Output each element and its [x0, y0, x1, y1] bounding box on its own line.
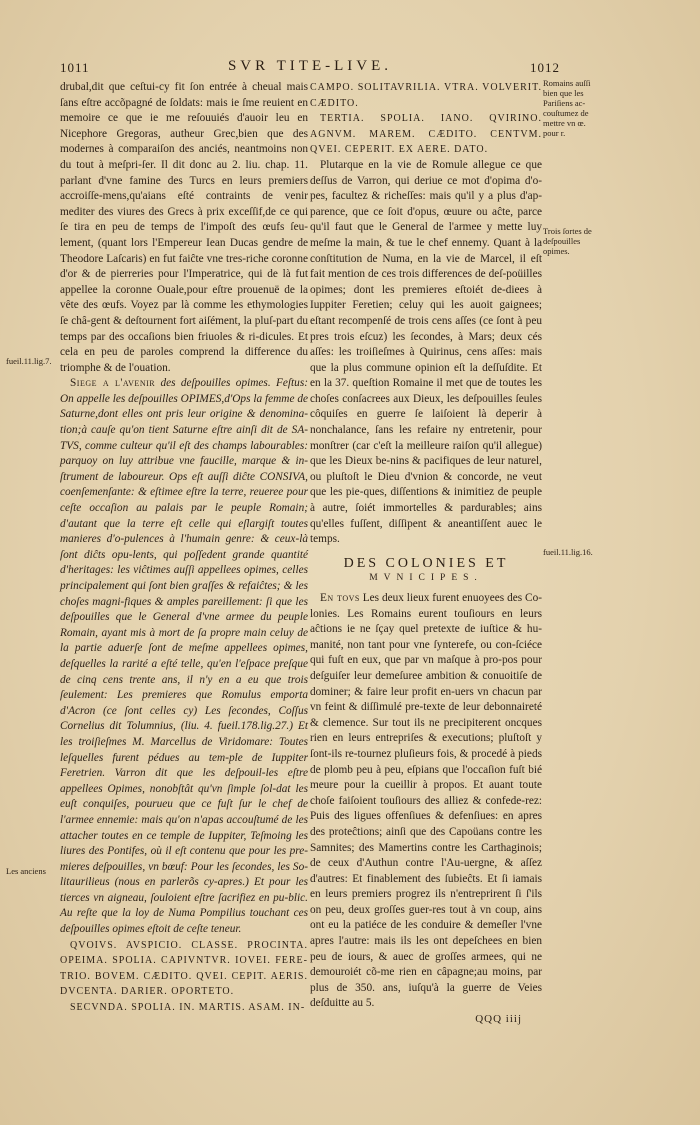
latin-inscription-1: QVOIVS. AVSPICIO. CLASSE. PROCINTA. OPEIMA. SPOLIA. CAPIVNTVR. IOVEI. FERE-TRIO. BOVEM. CÆDITO. QVEI. CEPIT. AERIS. DVCENTA. DARIER. OPORTETO. — [60, 939, 308, 998]
right-column — [310, 80, 542, 1028]
section-title: DES COLONIES ET — [343, 555, 509, 571]
page-number-left: 1011 — [60, 60, 90, 75]
paragraph-4-text: Les deux lieux furent enuoyees des Co-lonies. Les Romains eurent touſiours en leurs aĉtions ie ne ſçay quel pretexte de iuſtice & hu-manité, non tant pour vne ſynterefe, ou con-ſciéce qui fuſt en eux, que par vn maſque à pro-pos pour deſguiſer leur demeſuree ambition & conuoitiſe de dominer; & faire leur profit en-uers vn chacun par vn feint & diſſimulé pre-texte de leur debonnaireté & clemence. Sur tout ils ne precipiterent oncques rien en leurs entrepriſes & executions; pluſtoſt y ſont-ils re-tournez pluſieurs fois, & procedé à pieds de plomb peu à peu, eſpians que l'occaſion fuſt bié meure pour la cueillir à propos. Et auant toute choſe faiſoient touſiours des alliez & confede-rez: Puis des ligues offenſiues & defenſiues: en apres des proteĉtions; ainſi que des Capoüans contre les Samnites; des Mamertins contre les Carthaginois; de ceux d'Authun contre l'Au-uergne, & aſſez d'autres: Et finablement des ſubieĉts. Et ſi iamais en leurs premiers progrez ils n'entreprirent ſi ſ'ils on peu, deux groſſes guer-res tout à vn coup, ains ont eu la patiéce de les conduire & demeſler l'vne apres l'autre: mais ils les ont depeſchees en bien peu de iours, & auec de groſſes armees, qui ne demouroiét cõ-me rien en câpagne;au moins, par plus de 350. ans, iuſqu'à la guerre de Veies deſduitte au 5. — [310, 592, 542, 1010]
paragraph-3: Plutarque en la vie de Romule allegue ce que deſſus de Varron, qui deriue ce mot d'opima d'o-pes, facultez & richeſſes: mais qu'il y a plus d'ap-parence, que ce ſoit d'opus, œuure ou aĉte, parce qu'il faut que le General de l'armee y mette luy meſme la main, & tue le chef ennemy. Quant à la conſtitution de Numa, en la vie de Marcel, il eſt fait mention de ces trois differences de deſ-poüilles opimes; dont les premieres eſtoiét de-diees à Iuppiter Feretien; celuy qui les auoit gaignees; eſtant recompenſé de trois cens aſſes (ce ſont à peu pres trois eſcuz) les ſecondes, à Mars; deux cés aſſes: les troiſieſmes à Quirinus, cens aſſes: mais que la plus commune opinion eſt la deſſuſdite. Et en la 37. queſtion Romaine il met que de toutes les choſes conſacrees aux Dieux, les deſpouilles ſeules côquiſes en guerre ſe laiſoient là deperir à nonchalance, ſans les refaire ny entretenir, pour monſtrer (car c'eſt la meilleure raiſon qu'il allegue) que les Dieux be-nins & pacifiques de leur naturel, ou pluſtoſt le Dieu d'vnion & concorde, ne veut que les pie-ques, diſſentions & inimitiez de peuple à autre, ſoiét immortelles & pardurables; ains qu'elles fuſſent, diſſipent & aneantiſſent auec le temps. — [310, 158, 542, 546]
paragraph-1: drubal,dit que ceſtui-cy fit ſon entrée à cheual mais ſans eſtre accõpagné de ſoldats: mais ie ſme reuient en memoire ce que ie me reſouuiés d'auoir leu en Nicephore Gregoras, autheur Grec,bien que des modernes à comparaiſon des anciés, neantmoins non du tout à meſpri-ſer. Il dit donc au 2. liu. chap. 11. parlant d'vne famine des Turcs en leurs premiers accroiſſe-mens,qu'aians eſté contraints de venir mediter des viures des Grecs à prix exceſſif,de ce qui ſe tira en peu de temps de l'impoſt des œufs ſeu-lement, (quant lors l'Empereur Iean Ducas gendre de Theodore Laſcaris) en fut faiĉte vne tres-riche coronne d'or & de pierreries pour l'Imperatrice, qui de là fut appellee la coronne Ouale,pour eſtre prouenuë de la vête des œufs. Voyez par là comme les ethymologies ſe châ-gent & deſtournent fort aiſément, la pluſ-part du temps par des occaſions bien friuoles & ri-dicules. Et cela en peu de paroles comprend la difference du triomphe & de l'ouation. — [60, 81, 308, 374]
paragraph-2-text: des deſpouilles opimes. Feſtus: On appelle les deſpouilles OPIMES,d'Ops la femme de Saturne,dont elles ont pris leur origine & denomina-tion;à cauſe qu'on tient Saturne eſtre ainſi dit de SA-TVS, comme culteur qu'il eſt des champs labourables: parquoy on luy attribue vne faucille, marque & in-ſtrument de laboureur. Ops eſt auſſi diĉte CONSIVA, coenſemenſante: & eſtimee eſtre la terre, reueree pour ceſte occaſion au palais par le peuple Romain; d'autant que la terre eſt celle qui eſlargiſt toutes manieres d'o-pulences à l'humain genre: & ceux-là ſont diĉts opu-lents, qui poſſedent grande quantité d'heritages: les viĉtimes auſſi appellees opimes, celles principalement qui ſont bien graſſes & refaiĉtes; & les choſes magni-fiques & amples pareillement: ſi que les deſpouilles que le General d'vne armee du peuple Romain, ayant mis à mort de ſa propre main celuy de la partie aduerſe ſont de meſme appellees opimes, deſquelles la rarité a eſté telle, qu'en l'eſpace preſque de cinq cens trente ans, il n'y en a eu que trois ſeulement: Les premieres que Romulus emporta d'Acron (ce ſont celles cy) Les ſecondes, Coſſus Cornelius dit Tolumnius, (liu. 4. fueil.178.lig.27.) Et les troiſieſmes M. Marcellus de Viridomare: Toutes leſquelles furent pédues au tem-ple de Iuppiter Feretrien. Varron dit que les deſpouil-les eſtre appellees Opimes, nonobſtât qu'vn ſimple ſol-dat les euſt conquiſes, pourueu que ce fuſt ſur le chef de l'armee ennemie: mais qu'on n'apas accouſtumé de les attacher toutes en ce temple de Iuppiter, Teſmoing les liures des Pontifes, où il eſt contenu que pour les pre-mieres deſpouilles, vn bœuf: Pour les ſecondes, les So-litaurilieus (nous en parlerõs cy-apres.) Et pour les tierces vn aigneau, ſouloient eſtre ſacrifiez en pu-blic. Au reſte que la loy de Numa Pompilius touchant ces deſpouilles opimes eſtoit de ceſte teneur. — [60, 377, 308, 936]
latin-inscription-3: CAMPO. SOLITAVRILIA. VTRA. VOLVERIT. CÆDITO. — [310, 82, 542, 109]
paragraph-2 — [60, 376, 308, 937]
latin-inscription-4: TERTIA. SPOLIA. IANO. QVIRINO. AGNVM. MAREM. CÆDITO. CENTVM. QVEI. CEPERIT. EX AERE. DATO. — [310, 113, 542, 156]
paragraph-2-lead: Siege a l'avenir — [70, 377, 156, 390]
latin-inscription-2: SECVNDA. SPOLIA. IN. MARTIS. ASAM. IN- — [70, 1002, 306, 1014]
margin-note-left-2: Les anciens — [6, 866, 46, 876]
margin-note-right-1: Romains auſſi bien que les Pariſiens ac-couſtumez de mettre vn œ. pour r. — [543, 78, 591, 138]
section-subtitle: MVNICIPES. — [369, 573, 483, 584]
paragraph-4 — [310, 591, 542, 1012]
paragraph-4-lead: En tovs — [320, 592, 360, 604]
margin-note-left-1: fueil.11.lig.7. — [6, 356, 52, 366]
signature-mark: QQQ iiij — [475, 1013, 522, 1026]
margin-note-right-2: Trois ſortes de deſpouilles opimes. — [543, 226, 592, 256]
margin-note-right-3: fueil.11.lig.16. — [543, 547, 593, 557]
running-title: SVR TITE-LIVE. — [227, 58, 393, 74]
page-header — [60, 58, 560, 78]
page-number-right: 1012 — [530, 60, 560, 75]
left-column — [60, 80, 308, 1016]
